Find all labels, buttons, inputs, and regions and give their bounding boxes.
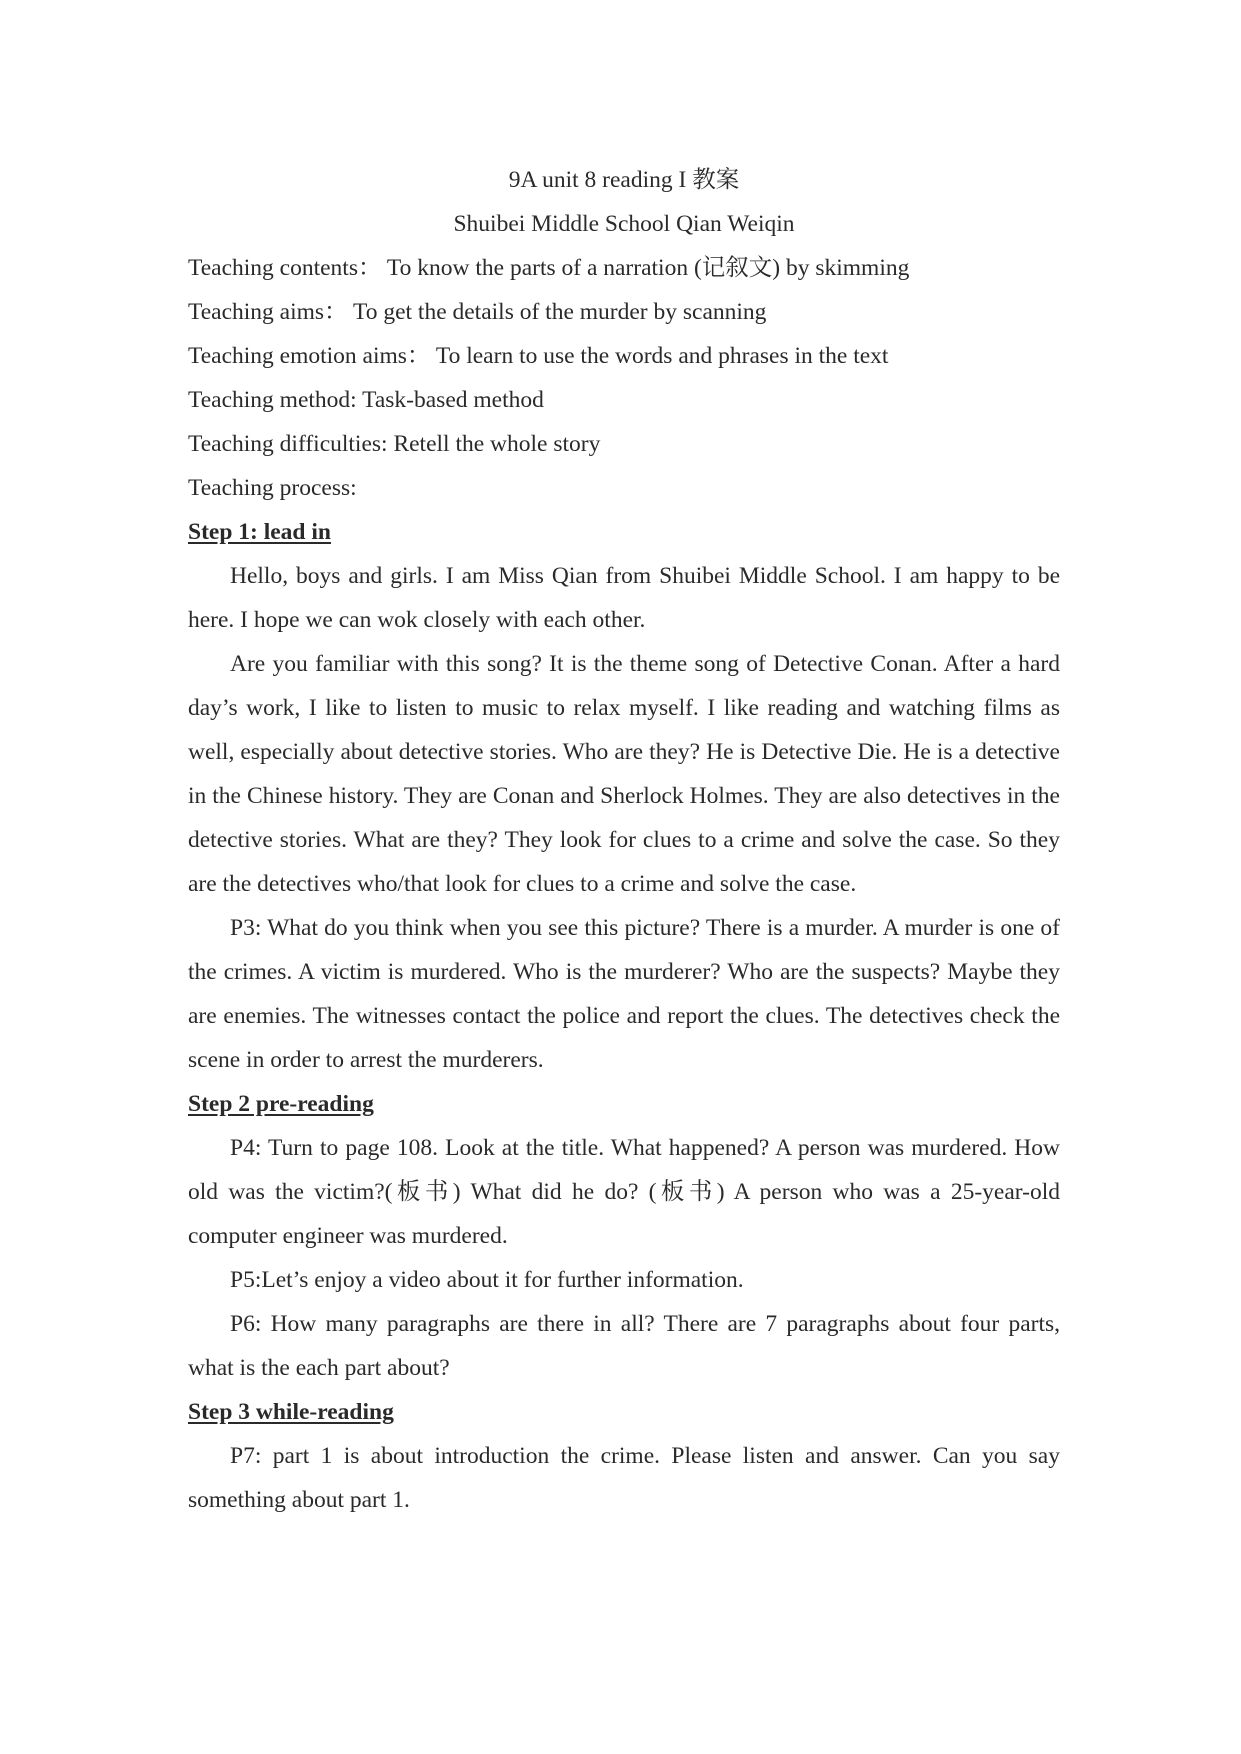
teaching-process: Teaching process: — [188, 475, 357, 501]
teaching-emotion-aims: Teaching emotion aims： To learn to use the words and phrases in the text — [188, 343, 889, 369]
document-author: Shuibei Middle School Qian Weiqin — [453, 211, 795, 237]
step-3-heading: Step 3 while-reading — [188, 1399, 394, 1425]
document-title: 9A unit 8 reading I 教案 — [508, 167, 740, 193]
lesson-plan — [188, 158, 1060, 1522]
teaching-difficulties: Teaching difficulties: Retell the whole story — [188, 431, 601, 457]
teaching-contents: Teaching contents： To know the parts of a narration (记叙文) by skimming — [188, 255, 910, 281]
step-2-paragraph-3: P6: How many paragraphs are there in all? There are 7 paragraphs about four parts, what is the each part about? — [188, 1311, 1060, 1381]
step-2-heading: Step 2 pre-reading — [188, 1091, 374, 1117]
teaching-method: Teaching method: Task-based method — [188, 387, 544, 413]
step-1-paragraph-1: Hello, boys and girls. I am Miss Qian from Shuibei Middle School. I am happy to be here. I hope we can wok closely with each other. — [188, 563, 1060, 633]
step-1-section — [188, 510, 1060, 1082]
step-3-paragraph-1: P7: part 1 is about introduction the crime. Please listen and answer. Can you say something about part 1. — [188, 1443, 1060, 1513]
step-2-paragraph-1: P4: Turn to page 108. Look at the title. What happened? A person was murdered. How old was the victim?(板书) What did he do? (板书) A person who was a 25-year-old computer engineer was murdered. — [188, 1135, 1060, 1249]
step-3-section — [188, 1390, 1060, 1522]
step-1-paragraph-2: Are you familiar with this song? It is the theme song of Detective Conan. After a hard day’s work, I like to listen to music to relax myself. I like reading and watching films as well, especially about detective stories. Who are they? He is Detective Die. He is a detective in the Chinese history. They are Conan and Sherlock Holmes. They are also detectives in the detective stories. What are they? They look for clues to a crime and solve the case. So they are the detectives who/that look for clues to a crime and solve the case. — [188, 651, 1060, 897]
step-2-section — [188, 1082, 1060, 1390]
step-1-paragraph-3: P3: What do you think when you see this picture? There is a murder. A murder is one of the crimes. A victim is murdered. Who is the murderer? Who are the suspects? Maybe they are enemies. The witnesses contact the police and report the clues. The detectives check the scene in order to arrest the murderers. — [188, 915, 1060, 1073]
step-1-heading: Step 1: lead in — [188, 519, 331, 545]
step-2-paragraph-2: P5:Let’s enjoy a video about it for further information. — [230, 1267, 744, 1293]
teaching-aims: Teaching aims： To get the details of the murder by scanning — [188, 299, 767, 325]
